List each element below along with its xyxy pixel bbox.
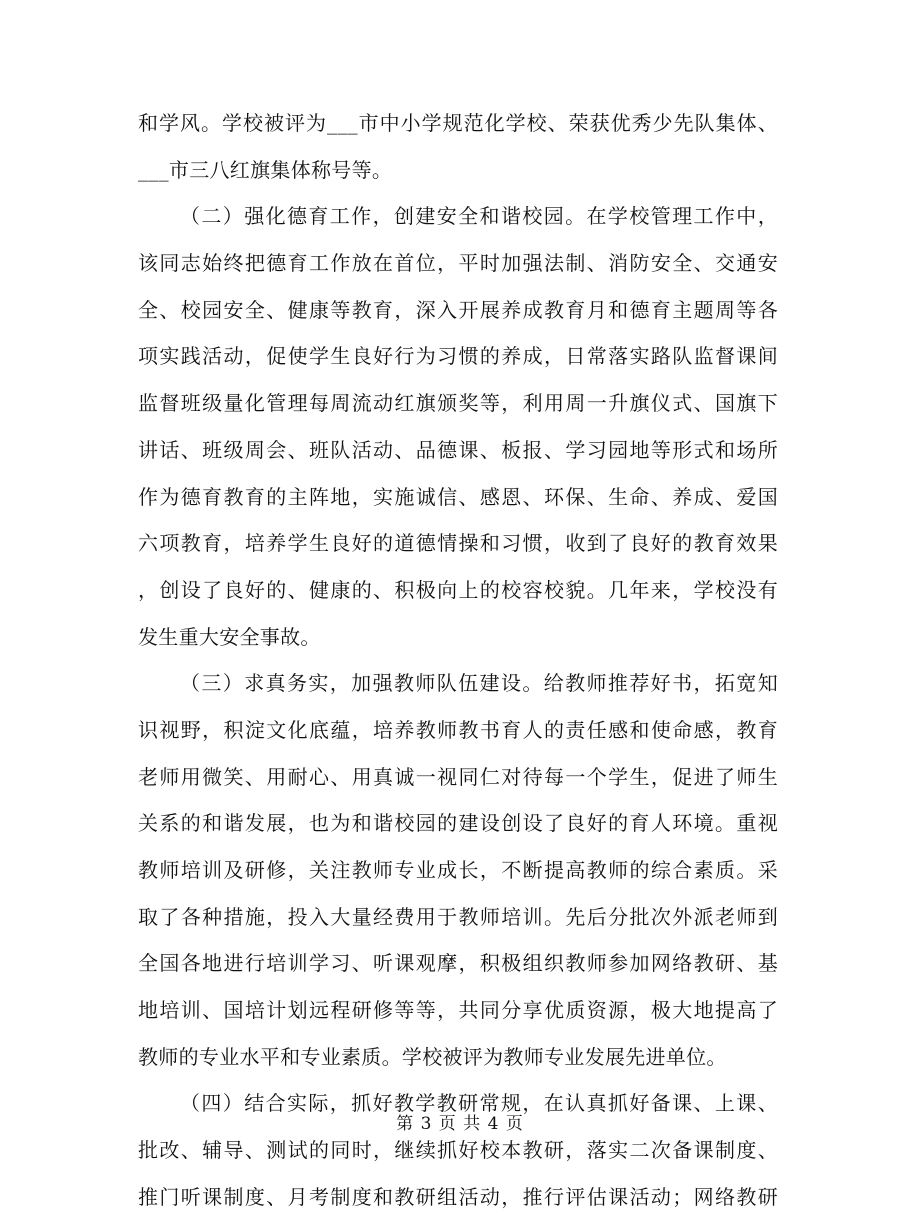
text-line: 全、校园安全、健康等教育，深入开展养成教育月和德育主题周等各 xyxy=(138,297,778,322)
paragraph-heading-line: （二）强化德育工作，创建安全和谐校园。在学校管理工作中， xyxy=(180,204,778,229)
text-line: 识视野，积淀文化底蕴，培养教师教书育人的责任感和使命感，教育 xyxy=(138,717,778,742)
text-line: 取了各种措施，投入大量经费用于教师培训。先后分批次外派老师到 xyxy=(138,904,778,929)
paragraph-heading-line: （三）求真务实，加强教师队伍建设。给教师推荐好书，拓宽知 xyxy=(180,671,778,696)
text-line: 作为德育教育的主阵地，实施诚信、感恩、环保、生命、养成、爱国 xyxy=(138,484,778,509)
text-line: 地培训、国培计划远程研修等等，共同分享优质资源，极大地提高了 xyxy=(138,998,778,1023)
text-line: 推门听课制度、月考制度和教研组活动，推行评估课活动；网络教研 xyxy=(138,1184,778,1209)
text-line: 六项教育，培养学生良好的道德情操和习惯，收到了良好的教育效果 xyxy=(138,531,778,556)
text-line: 发生重大安全事故。 xyxy=(138,624,321,649)
text-line: 监督班级量化管理每周流动红旗颁奖等，利用周一升旗仪式、国旗下 xyxy=(138,391,778,416)
paragraph-heading-line: （四）结合实际，抓好教学教研常规，在认真抓好备课、上课、 xyxy=(180,1091,778,1116)
text-line: ，创设了良好的、健康的、积极向上的校容校貌。几年来，学校没有 xyxy=(138,577,778,602)
text-line: 教师培训及研修，关注教师专业成长，不断提高教师的综合素质。采 xyxy=(138,858,778,882)
text-line: 项实践活动，促使学生良好行为习惯的养成，日常落实路队监督课间 xyxy=(138,344,778,369)
text-line: 关系的和谐发展，也为和谐校园的建设创设了良好的育人环境。重视 xyxy=(138,811,778,836)
text-line: 老师用微笑、用耐心、用真诚一视同仁对待每一个学生，促进了师生 xyxy=(138,764,778,789)
page-number-footer: 第 3 页 共 4 页 xyxy=(396,1114,524,1134)
text-line: 讲话、班级周会、班队活动、品德课、板报、学习园地等形式和场所 xyxy=(138,437,778,462)
text-line: 批改、辅导、测试的同时，继续抓好校本教研，落实二次备课制度、 xyxy=(138,1138,778,1163)
text-line: 全国各地进行培训学习、听课观摩，积极组织教师参加网络教研、基 xyxy=(138,951,778,976)
text-line: 教师的专业水平和专业素质。学校被评为教师专业发展先进单位。 xyxy=(138,1044,727,1069)
text-line: 和学风。学校被评为___市中小学规范化学校、荣获优秀少先队集体、 xyxy=(138,111,778,135)
text-line: ___市三八红旗集体称号等。 xyxy=(138,157,393,182)
document-body xyxy=(138,100,778,1221)
text-line: 该同志始终把德育工作放在首位，平时加强法制、消防安全、交通安 xyxy=(138,251,778,276)
